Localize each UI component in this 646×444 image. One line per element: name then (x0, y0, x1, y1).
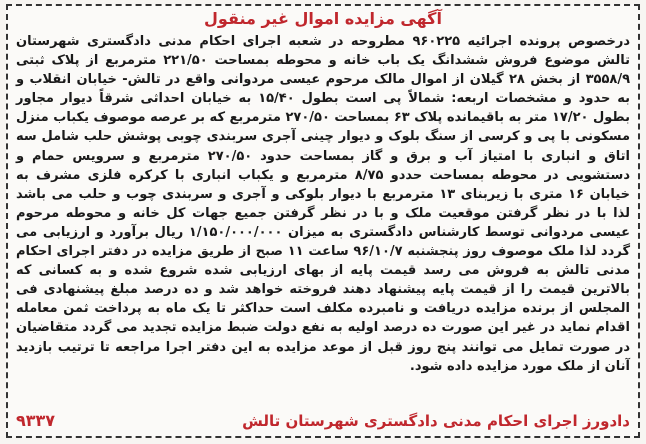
auction-notice (6, 4, 640, 438)
notice-footer (16, 410, 630, 432)
notice-title: آگهی مزایده اموال غیر منقول (204, 9, 442, 28)
notice-body: درخصوص پرونده اجرائیه ۹۶۰۲۲۵ مطروحه در شعبه اجرای احکام مدنی دادگستری شهرستان تالش موضوع فروش ششدانگ یک باب خانه و محوطه بمساحت ۲۲۱/۵۰ مترمربع از پلاک ثبتی ۳۵۵۸/۹ از بخش ۲۸ گیلان از اموال مالک مرحوم عیسی مردوانی واقع در تالش- خیابان انقلاب و به حدود و مشخصات اربعه: شمالاً پی است بطول ۱۵/۴۰ به خیابان احداثی شرقاً دیوار مجاور بطول ۱۷/۲۰ متر به باقیمانده پلاک ۶۳ بمساحت ۲۷۰/۵۰ مترمربع که بر عرصه موصوف یکباب منزل مسکونی با پی و کرسی از سنگ بلوک و دیوار چینی آجری سربندی چوبی پوشش حلب شامل سه اتاق و انباری با امتیاز آب و برق و گاز بمساحت حدود ۲۷۰/۵۰ مترمربع و سرویس حمام و دستشویی در محوطه بمساحت حددو ۸/۷۵ مترمربع و یکباب انباری با کرکره فلزی مشرف به خیابان ۱۶ متری با زیربنای ۱۳ مترمربع با دیوار بلوکی و آجری و سربندی چوب و حلب می باشد لذا با در نظر گرفتن موقعیت ملک و با در نظر گرفتن جمیع جهات کل خانه و محوطه مرحوم عیسی مردوانی توسط کارشناس دادگستری به میزان ۱/۱۵۰/۰۰۰/۰۰۰ ریال برآورد و ارزیابی می گردد لذا ملک موصوف روز پنجشنبه ۹۶/۱۰/۷ ساعت ۱۱ صبح از طریق مزایده در دفتر اجرای احکام مدنی تالش به فروش می رسد قیمت پایه از بهای ارزیابی شده شروع شده و به کسانی که بالاترین قیمت را از قیمت پایه پیشنهاد دهند فروخته خواهد شد و ده درصد مبلغ پیشنهادی فی المجلس از برنده مزایده دریافت و نامبرده مکلف است حداکثر تا یک ماه به پرداخت ثمن معامله اقدام نماید در غیر این صورت ده درصد اولیه به نفع دولت ضبط مزایده تجدید می گردد متقاضیان در صورت تمایل می توانند پنج روز قبل از موعد مزایده به این دفتر اجرا مراجعه تا ترتیب بازدید آنان از ملک مورد مزایده داده شود. (16, 34, 630, 374)
notice-code: ۹۳۳۷ (16, 411, 56, 430)
issuing-office: دادورز اجرای احکام مدنی دادگستری شهرستان تالش (242, 412, 630, 430)
